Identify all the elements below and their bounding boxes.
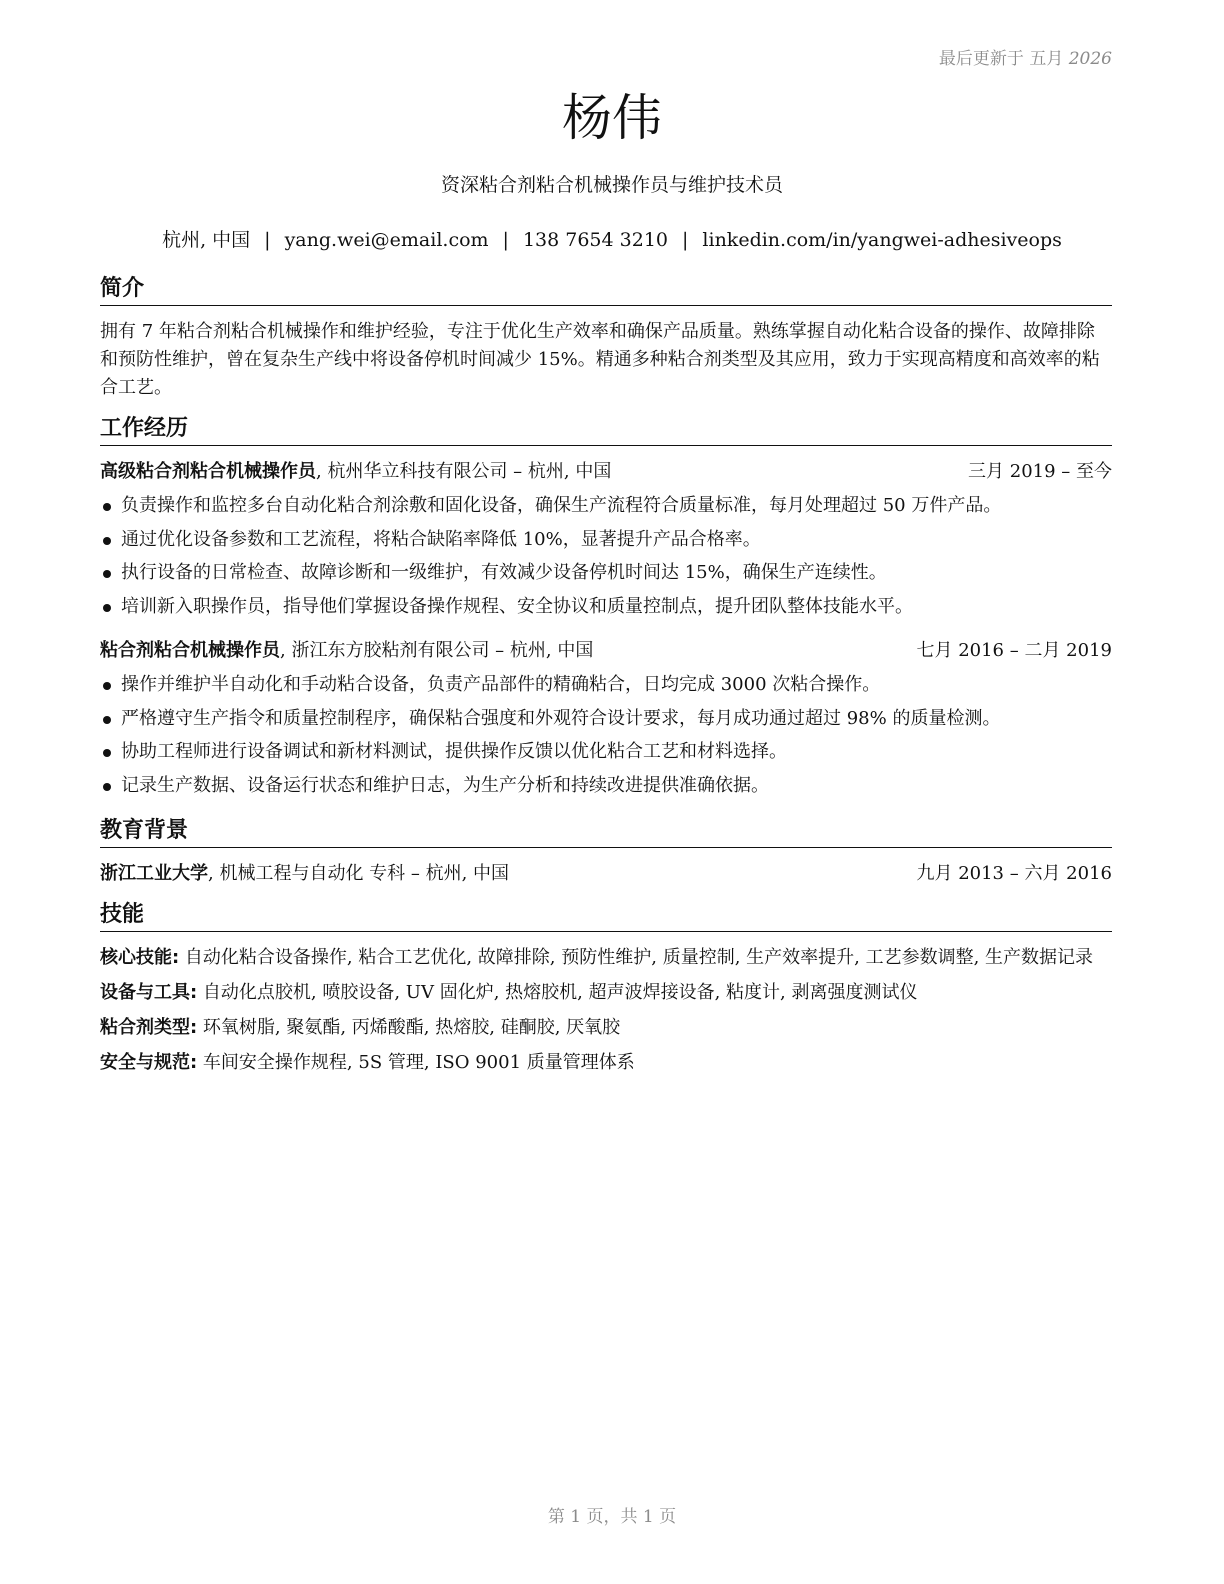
skill-line [100, 944, 1112, 971]
candidate-name: 杨伟 [562, 89, 662, 147]
contact-email[interactable]: yang.wei@email.com [284, 229, 489, 251]
contact-location: 杭州, 中国 [162, 229, 251, 251]
contact-separator: | [682, 229, 689, 251]
job-entry [100, 637, 1112, 802]
summary-title: 简介 [100, 274, 1112, 306]
skill-label: 安全与规范: [100, 1052, 198, 1073]
skill-label: 粘合剂类型: [100, 1017, 198, 1038]
job-title-company [100, 637, 593, 665]
contact-line [0, 225, 1224, 252]
education-school-detail [100, 860, 509, 888]
skill-value: 自动化粘合设备操作, 粘合工艺优化, 故障排除, 预防性维护, 质量控制, 生产效率提升, 工艺参数调整, 生产数据记录 [179, 947, 1094, 968]
education-detail: , 机械工程与自动化 专科 – 杭州, 中国 [208, 863, 510, 884]
job-bullet: 操作并维护半自动化和手动粘合设备，负责产品部件的精确粘合，日均完成 3000 次粘合操作。 [100, 668, 1112, 702]
skills-title: 技能 [100, 900, 1112, 932]
job-dates: 七月 2016 – 二月 2019 [916, 640, 1112, 661]
education-entry [100, 860, 1112, 888]
education-dates: 九月 2013 – 六月 2016 [916, 863, 1112, 884]
job-bullet: 执行设备的日常检查、故障诊断和一级维护，有效减少设备停机时间达 15%，确保生产连续性。 [100, 556, 1112, 590]
job-bullet: 协助工程师进行设备调试和新材料测试，提供操作反馈以优化粘合工艺和材料选择。 [100, 735, 1112, 769]
skill-value: 车间安全操作规程, 5S 管理, ISO 9001 质量管理体系 [197, 1052, 635, 1073]
summary-section [100, 274, 1112, 402]
last-updated-year: 2026 [1068, 49, 1112, 69]
contact-phone: 138 7654 3210 [522, 229, 669, 251]
summary-text: 拥有 7 年粘合剂粘合机械操作和维护经验，专注于优化生产效率和确保产品质量。熟练掌握自动化粘合设备的操作、故障排除和预防性维护，曾在复杂生产线中将设备停机时间减少 15%。精通多种粘合剂类型及其应用，致力于实现高精度和高效率的粘合工艺。 [100, 321, 1100, 398]
education-title: 教育背景 [100, 816, 1112, 848]
skill-value: 环氧树脂, 聚氨酯, 丙烯酸酯, 热熔胶, 硅酮胶, 厌氧胶 [197, 1017, 621, 1038]
education-school: 浙江工业大学 [100, 863, 208, 884]
last-updated-month: 五月 [1029, 49, 1064, 69]
education-section [100, 816, 1112, 888]
contact-separator: | [502, 229, 509, 251]
job-bullet: 通过优化设备参数和工艺流程，将粘合缺陷率降低 10%，显著提升产品合格率。 [100, 523, 1112, 557]
job-bullets [100, 668, 1112, 802]
skill-label: 核心技能: [100, 947, 180, 968]
job-header [100, 458, 1112, 486]
page-footer: 第 1 页，共 1 页 [547, 1507, 677, 1527]
skills-section [100, 900, 1112, 1076]
skill-line [100, 1049, 1112, 1076]
job-bullet: 负责操作和监控多台自动化粘合剂涂敷和固化设备，确保生产流程符合质量标准，每月处理超过 50 万件产品。 [100, 489, 1112, 523]
resume-body [100, 274, 1112, 1088]
job-entry [100, 458, 1112, 623]
job-company: , 浙江东方胶粘剂有限公司 – 杭州, 中国 [280, 640, 594, 661]
job-company: , 杭州华立科技有限公司 – 杭州, 中国 [316, 461, 612, 482]
job-dates: 三月 2019 – 至今 [968, 461, 1112, 482]
skill-value: 自动化点胶机, 喷胶设备, UV 固化炉, 热熔胶机, 超声波焊接设备, 粘度计, 剥离强度测试仪 [197, 982, 918, 1003]
skill-label: 设备与工具: [100, 982, 198, 1003]
last-updated-label: 最后更新于 [938, 49, 1024, 69]
job-role: 粘合剂粘合机械操作员 [100, 640, 280, 661]
job-bullet: 培训新入职操作员，指导他们掌握设备操作规程、安全协议和质量控制点，提升团队整体技能水平。 [100, 590, 1112, 624]
skill-line [100, 979, 1112, 1006]
last-updated [939, 44, 1112, 69]
experience-title: 工作经历 [100, 414, 1112, 446]
experience-section [100, 414, 1112, 802]
candidate-headline: 资深粘合剂粘合机械操作员与维护技术员 [440, 174, 783, 196]
job-bullet: 严格遵守生产指令和质量控制程序，确保粘合强度和外观符合设计要求，每月成功通过超过 98% 的质量检测。 [100, 702, 1112, 736]
skill-line [100, 1014, 1112, 1041]
job-bullet: 记录生产数据、设备运行状态和维护日志，为生产分析和持续改进提供准确依据。 [100, 769, 1112, 803]
job-role: 高级粘合剂粘合机械操作员 [100, 461, 316, 482]
job-title-company [100, 458, 611, 486]
contact-linkedin[interactable]: linkedin.com/in/yangwei-adhesiveops [702, 229, 1062, 251]
contact-separator: | [264, 229, 271, 251]
job-bullets [100, 489, 1112, 623]
job-header [100, 637, 1112, 665]
